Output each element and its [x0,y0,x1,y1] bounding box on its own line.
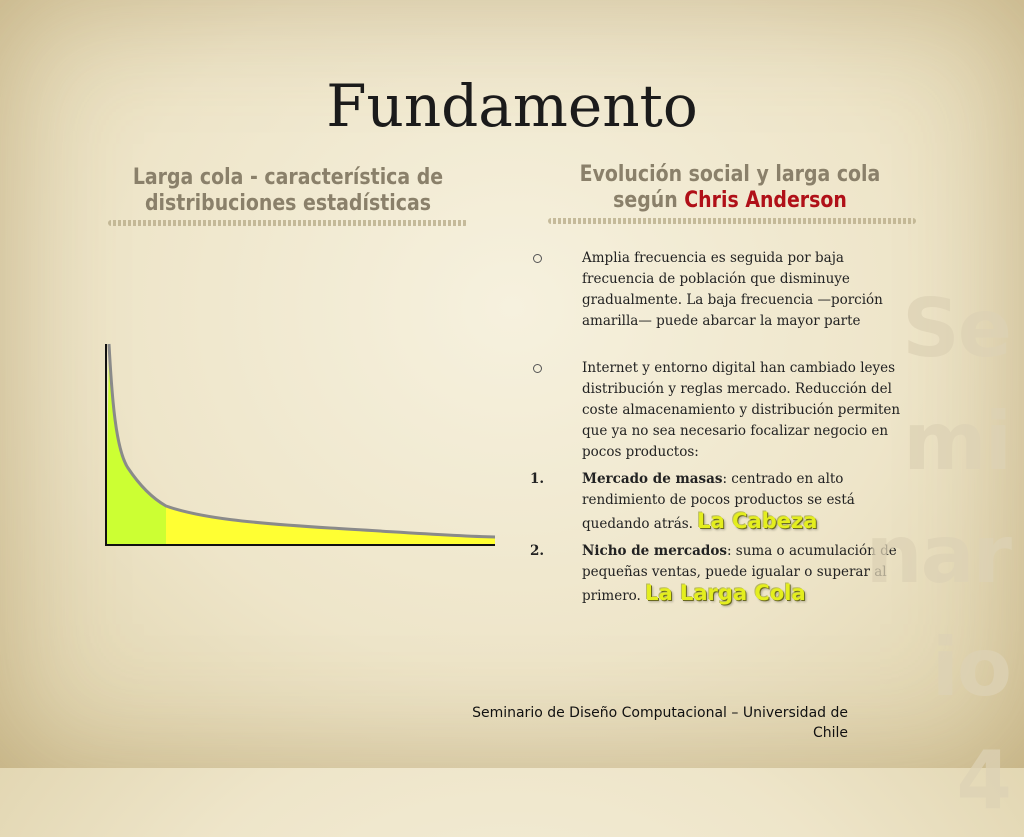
left-heading-line-1: Larga cola - característica de [132,165,444,190]
bullet-text: Amplia frecuencia es seguida por baja frecuencia de población que disminuye gradualmente. La baja frecuencia —porción amarilla— puede abarcar la mayor parte [582,250,883,329]
right-heading-prefix: según [613,188,685,213]
la-larga-cola-highlight: La Larga Cola [645,581,806,605]
left-column-heading [116,165,460,217]
bullet-text: Internet y entorno digital han cambiado leyes distribución y reglas mercado. Reducción del coste almacenamiento y distribución permiten que ya no sea necesario focalizar negocio en pocos productos: [582,360,901,460]
item-text: : centrado en alto rendimiento de pocos productos se está quedando atrás. [582,471,855,532]
item-text: : suma o acumulación de pequeñas ventas, puede igualar o superar al primero. [582,543,897,604]
slide-title: Fundamento [326,72,698,140]
left-heading-underline [108,220,468,226]
watermark-line: io 4 [931,621,1010,827]
head-area [106,344,166,544]
bullet-ring-icon [533,364,542,373]
item-number: 2. [530,543,545,559]
right-heading-underline [548,218,916,224]
item-number: 1. [530,471,545,487]
seminario-watermark [860,272,1010,837]
right-heading-line-1: Evolución social y larga cola [579,162,881,187]
item-term: Nicho de mercados [582,543,727,559]
la-cabeza-highlight: La Cabeza [697,509,818,533]
watermark-line: mi [903,395,1010,488]
left-heading-line-2: distribuciones estadísticas [144,191,431,216]
bullet-ring-icon [533,254,542,263]
chris-anderson-label: Chris Anderson [684,188,847,213]
item-term: Mercado de masas [582,471,723,487]
right-column-heading [558,162,902,214]
tail-area [166,506,495,544]
long-tail-curve-illustration [100,340,500,550]
slide-footer: Seminario de Diseño Computacional – Universidad de Chile [472,705,848,741]
watermark-line: Se [902,282,1010,375]
watermark-line: nar [865,508,1010,601]
right-heading-line-2 [558,188,902,214]
